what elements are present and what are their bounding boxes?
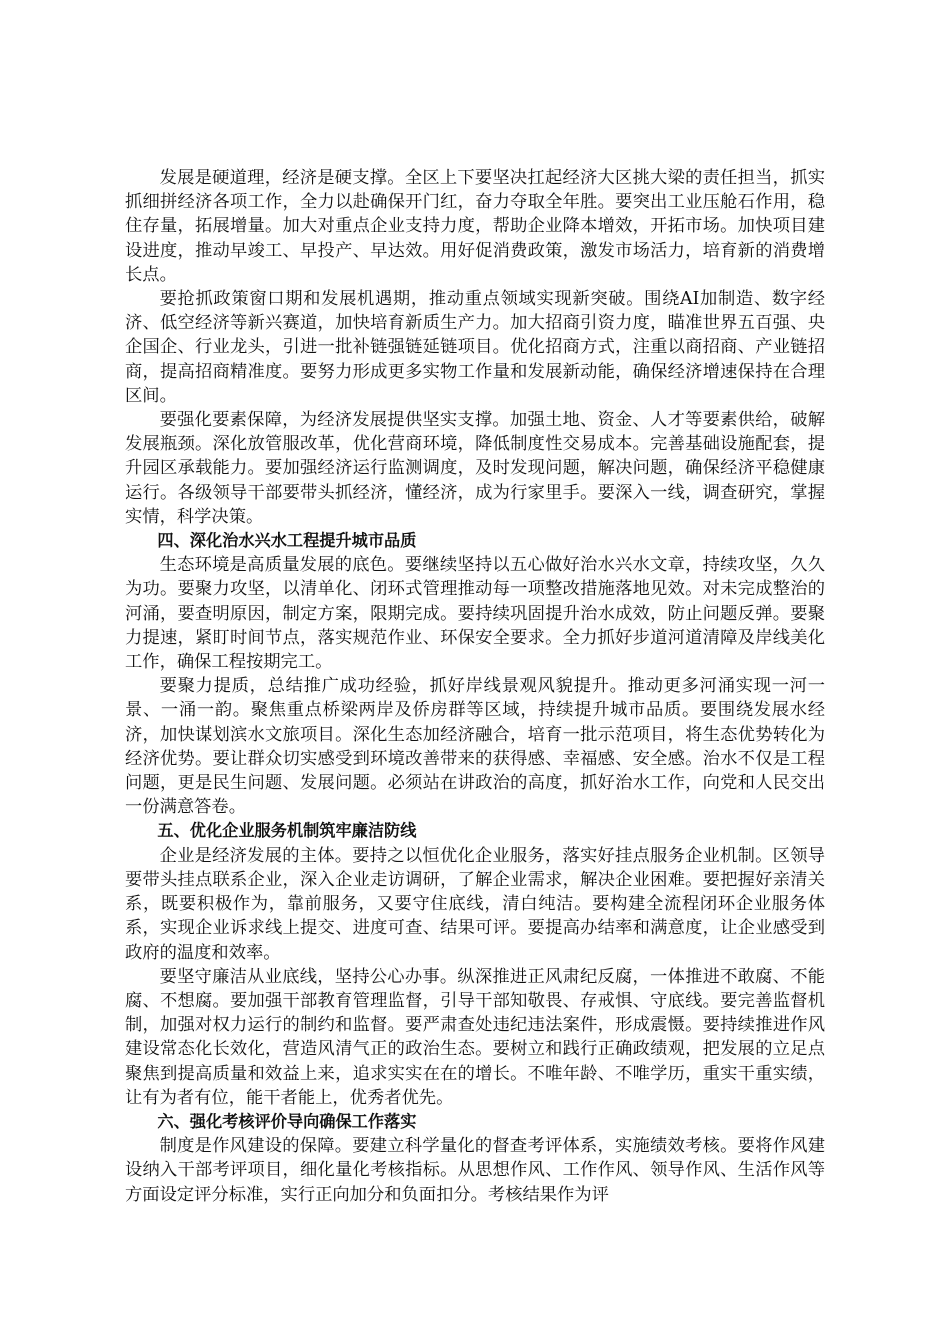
paragraph-quality-improvement: 要聚力提质，总结推广成功经验，抓好岸线景观风貌提升。推动更多河涌实现一河一景、一涌一韵。聚焦重点桥梁两岸及侨房群等区域，持续提升城市品质。要围绕发展水经济，加快谋划滨水文旅项目。深化生态加经济融合，培育一批示范项目，将生态优势转化为经济优势。要让群众切实感受到环境改善带来的获得感、幸福感、安全感。治水不仅是工程问题，更是民生问题、发展问题。必须站在讲政治的高度，抓好治水工作，向党和人民交出一份满意答卷。 [125,676,825,818]
document-body [125,166,825,1207]
section-heading-6: 六、强化考核评价导向确保工作落实 [157,1111,417,1131]
paragraph-policy-window: 要抢抓政策窗口期和发展机遇期，推动重点领域实现新突破。围绕AI加制造、数字经济、低空经济等新兴赛道，加快培育新质生产力。加大招商引资力度，瞄准世界五百强、央企国企、行业龙头，引进一批补链强链延链项目。优化招商方式，注重以商招商、产业链招商，提高招商精准度。要努力形成更多实物工作量和发展新动能，确保经济增速保持在合理区间。 [125,289,825,406]
section-heading-4: 四、深化治水兴水工程提升城市品质 [157,531,417,551]
paragraph-ecology: 生态环境是高质量发展的底色。要继续坚持以五心做好治水兴水文章，持续攻坚，久久为功。要聚力攻坚，以清单化、闭环式管理推动每一项整改措施落地见效。对未完成整治的河涌，要查明原因，制定方案，限期完成。要持续巩固提升治水成效，防止问题反弹。要聚力提速，紧盯时间节点，落实规范作业、环保安全要求。全力抓好步道河道清障及岸线美化工作，确保工程按期完工。 [125,555,825,673]
paragraph-integrity: 要坚守廉洁从业底线，坚持公心办事。纵深推进正风肃纪反腐，一体推进不敢腐、不能腐、不想腐。要加强干部教育管理监督，引导干部知敬畏、存戒惧、守底线。要完善监督机制，加强对权力运行的制约和监督。要严肃查处违纪违法案件，形成震慑。要持续推进作风建设常态化长效化，营造风清气正的政治生态。要树立和践行正确政绩观，把发展的立足点聚焦到提高质量和效益上来，追求实实在在的增长。不唯年龄、不唯学历，重实干重实绩，让有为者有位，能干者能上，优秀者优先。 [125,966,825,1108]
paragraph-enterprise-service: 企业是经济发展的主体。要持之以恒优化企业服务，落实好挂点服务企业机制。区领导要带头挂点联系企业，深入企业走访调研，了解企业需求，解决企业困难。要把握好亲清关系，既要积极作为，靠前服务，又要守住底线，清白纯洁。要构建全流程闭环企业服务体系，实现企业诉求线上提交、进度可查、结果可评。要提高办结率和满意度，让企业感受到政府的温度和效率。 [125,845,825,963]
paragraph-economy-support: 发展是硬道理，经济是硬支撑。全区上下要坚决扛起经济大区挑大梁的责任担当，抓实抓细拼经济各项工作，全力以赴确保开门红，奋力夺取全年胜。要突出工业压舱石作用，稳住存量，拓展增量。加大对重点企业支持力度，帮助企业降本增效，开拓市场。加快项目建设进度，推动早竣工、早投产、早达效。用好促消费政策，激发市场活力，培育新的消费增长点。 [125,168,825,285]
paragraph-assessment: 制度是作风建设的保障。要建立科学量化的督查考评体系，实施绩效考核。要将作风建设纳入干部考评项目，细化量化考核指标。从思想作风、工作作风、领导作风、生活作风等方面设定评分标准，实行正向加分和负面扣分。考核结果作为评 [125,1136,825,1205]
section-heading-5: 五、优化企业服务机制筑牢廉洁防线 [157,821,417,841]
paragraph-factor-guarantee: 要强化要素保障，为经济发展提供坚实支撑。加强土地、资金、人才等要素供给，破解发展瓶颈。深化放管服改革，优化营商环境，降低制度性交易成本。完善基础设施配套，提升园区承载能力。要加强经济运行监测调度，及时发现问题，解决问题，确保经济平稳健康运行。各级领导干部要带头抓经济，懂经济，成为行家里手。要深入一线，调查研究，掌握实情，科学决策。 [125,410,825,527]
